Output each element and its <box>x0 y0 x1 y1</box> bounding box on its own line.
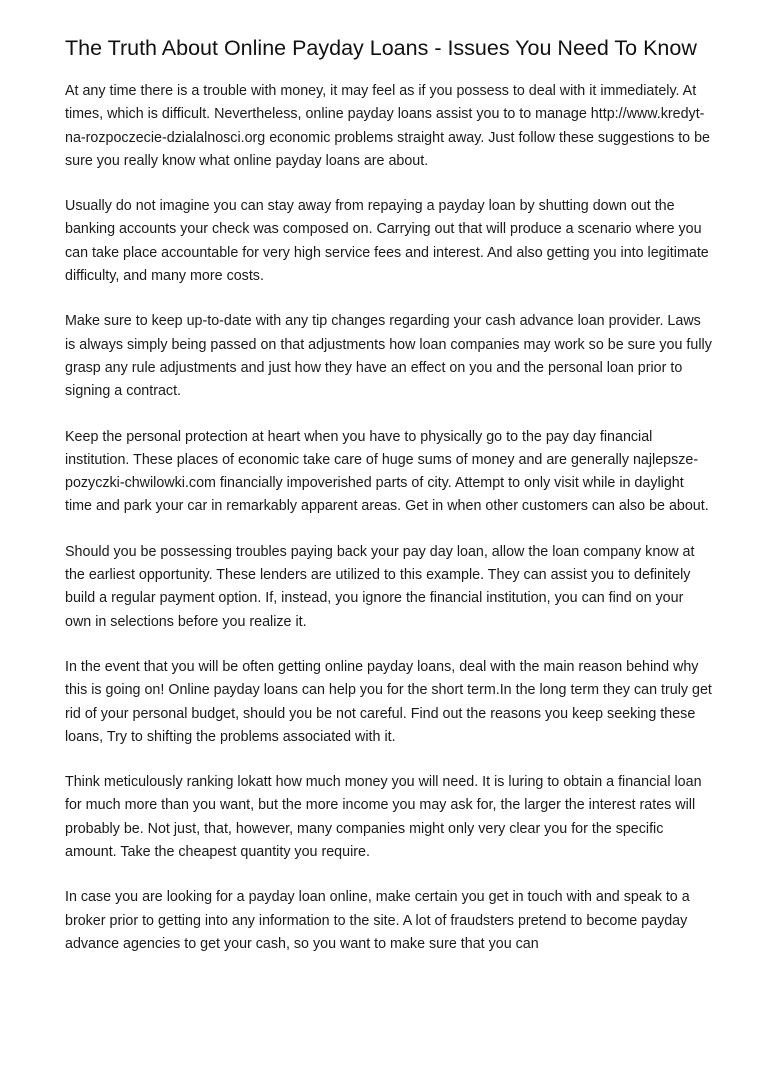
document-page <box>65 36 713 978</box>
paragraph-7: Think meticulously ranking lokatt how much money you will need. It is luring to obtain a financial loan for much more than you want, but the more income you may ask for, the larger the interest rates will probably be. Not just, that, however, many companies might only very clear you for the specific amount. Take the cheapest quantity you require. <box>65 774 702 861</box>
paragraph-5: Should you be possessing troubles paying back your pay day loan, allow the loan company know at the earliest opportunity. These lenders are utilized to this example. They can assist you to definitely build a regular payment option. If, instead, you ignore the financial institution, you can find on your own in selections before you realize it. <box>65 543 695 630</box>
paragraph-3: Make sure to keep up-to-date with any tip changes regarding your cash advance loan provider. Laws is always simply being passed on that adjustments how loan companies may work so be sure you fully grasp any rule adjustments and just how they have an effect on you and the personal loan prior to signing a contract. <box>65 313 712 400</box>
paragraph-6: In the event that you will be often getting online payday loans, deal with the main reason behind why this is going on! Online payday loans can help you for the short term.In the long term they can truly get rid of your personal budget, should you be not careful. Find out the reasons you keep seeking these loans, Try to shifting the problems associated with it. <box>65 658 712 745</box>
document-title: The Truth About Online Payday Loans - Issues You Need To Know <box>65 36 697 60</box>
paragraph-8: In case you are looking for a payday loan online, make certain you get in touch with and speak to a broker prior to getting into any information to the site. A lot of fraudsters pretend to become payday advance agencies to get your cash, so you want to make sure that you can <box>65 889 690 952</box>
paragraph-1: At any time there is a trouble with money, it may feel as if you possess to deal with it immediately. At times, which is difficult. Nevertheless, online payday loans assist you to to manage http://www.kredyt-na-rozpoczecie-dzialalnosci.org economic problems straight away. Just follow these suggestions to be sure you really know what online payday loans are about. <box>65 83 711 169</box>
paragraph-2: Usually do not imagine you can stay away from repaying a payday loan by shutting down out the banking accounts your check was composed on. Carrying out that will produce a scenario where you can take place accountable for very high service fees and interest. And also getting you into legitimate difficulty, and many more costs. <box>65 198 709 285</box>
paragraph-4: Keep the personal protection at heart when you have to physically go to the pay day financial institution. These places of economic take care of huge sums of money and are generally najlepsze-pozyczki-chwilowki.com financially impoverished parts of city. Attempt to only visit while in daylight time and park your car in remarkably apparent areas. Get in when other customers can also be about. <box>65 428 709 515</box>
